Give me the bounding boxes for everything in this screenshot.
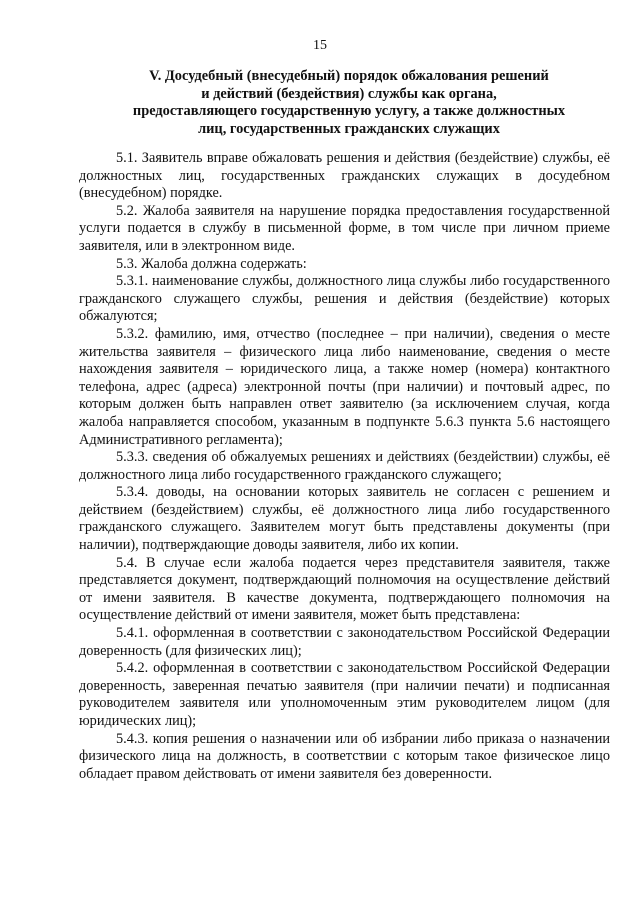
section-title-line: и действий (бездействия) службы как органа,: [201, 85, 497, 102]
paragraph-5-3-3: 5.3.3. сведения об обжалуемых решениях и действиях (бездействии) службы, её должностного лица либо государственного гражданского служащего;: [79, 449, 610, 483]
paragraph-5-4-1: 5.4.1. оформленная в соответствии с законодательством Российской Федерации доверенность (для физических лиц);: [79, 625, 610, 659]
paragraph-5-2: 5.2. Жалоба заявителя на нарушение порядка предоставления государственной услуги подается в службу в письменной форме, в том числе при личном приеме заявителя, или в электронном виде.: [79, 202, 610, 254]
page-number: 15: [313, 38, 327, 53]
section-title-line: V. Досудебный (внесудебный) порядок обжалования решений: [149, 68, 549, 84]
paragraph-5-4-2: 5.4.2. оформленная в соответствии с законодательством Российской Федерации доверенность, заверенная печатью заявителя (при наличии печати) и подписанная руководителем заявителя или уполномоченным этим руководителем лицом (для юридических лиц);: [79, 660, 610, 729]
paragraph-5-4-3: 5.4.3. копия решения о назначении или об избрании либо приказа о назначении физического лица на должность, в соответствии с которым такое физическое лицо обладает правом действовать от имени заявителя без доверенности.: [79, 730, 610, 782]
paragraph-5-3-2: 5.3.2. фамилию, имя, отчество (последнее – при наличии), сведения о месте жительства заявителя – физического лица либо наименование, сведения о месте нахождения заявителя – юридического лица, а также номер (номера) контактного телефона, адрес (адреса) электронной почты (при наличии) и почтовый адрес, по которым должен быть направлен ответ заявителю (за исключением случая, когда жалоба направляется способом, указанным в подпункте 5.6.3 пункта 5.6 настоящего Административного регламента);: [79, 325, 610, 448]
section-title-line: предоставляющего государственную услугу, а также должностных: [132, 103, 566, 119]
paragraph-5-3-1: 5.3.1. наименование службы, должностного лица службы либо государственного гражданского служащего службы, решения и действия (бездействие) которых обжалуются;: [79, 273, 610, 325]
section-title-line: лиц, государственных гражданских служащих: [198, 120, 500, 137]
document-body: [79, 150, 610, 783]
section-title: [78, 68, 620, 138]
paragraph-5-1: 5.1. Заявитель вправе обжаловать решения и действия (бездействие) службы, её должностных лиц, государственных гражданских служащих в досудебном (внесудебном) порядке.: [79, 150, 610, 202]
paragraph-5-3: 5.3. Жалоба должна содержать:: [116, 255, 307, 272]
paragraph-5-4: 5.4. В случае если жалоба подается через представителя заявителя, также представляется документ, подтверждающий полномочия на осуществление действий от имени заявителя. В качестве документа, подтверждающего полномочия на осуществление действий от имени заявителя, может быть представлена:: [79, 554, 610, 624]
paragraph-5-3-4: 5.3.4. доводы, на основании которых заявитель не согласен с решением и действием (бездействием) службы, её должностного лица либо государственного гражданского служащего. Заявителем могут быть представлены документы (при наличии), подтверждающие доводы заявителя, либо их копии.: [79, 484, 610, 554]
